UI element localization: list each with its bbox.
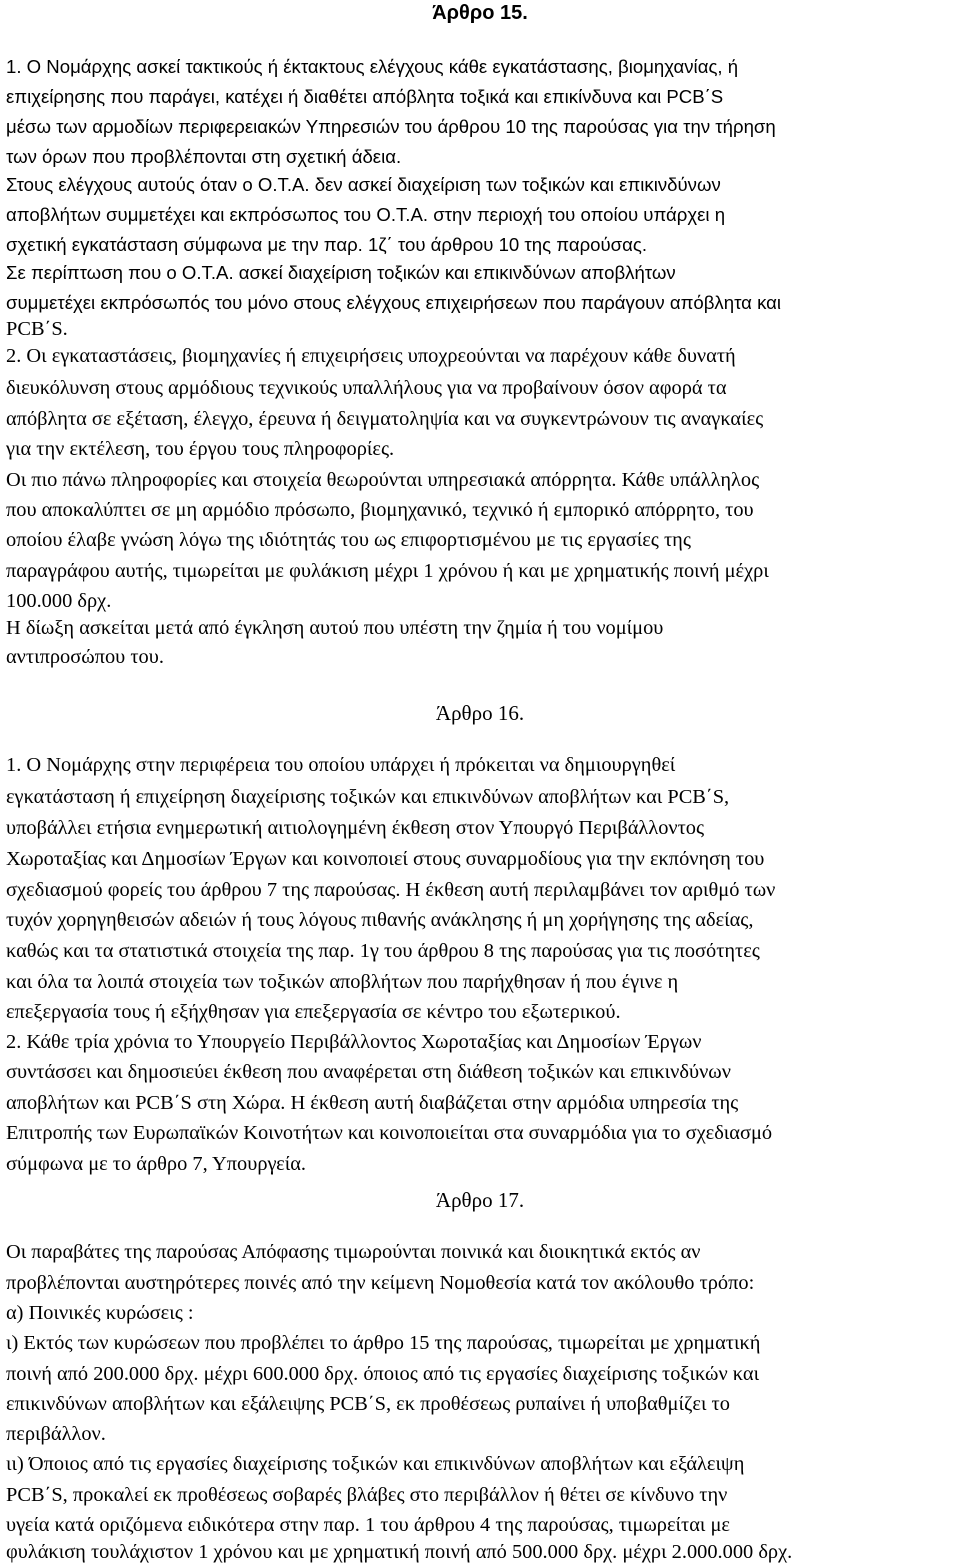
article-17-line: α) Ποινικές κυρώσεις : [6, 1302, 194, 1324]
article-15-line: αντιπροσώπου του. [6, 646, 164, 668]
article-15-line: διευκόλυνση στους αρμόδιους τεχνικούς υπαλλήλους για να προβαίνουν όσον αφορά τα [6, 377, 727, 399]
article-17-line: περιβάλλον. [6, 1423, 106, 1445]
article-15-line: οποίου έλαβε γνώση λόγω της ιδιότητάς του ως επιφορτισμένου με τις εργασίες της [6, 529, 691, 551]
article-15-line: 1. Ο Νομάρχης ασκεί τακτικούς ή έκτακτους ελέγχους κάθε εγκατάστασης, βιομηχανίας, ή [6, 56, 739, 77]
article-16-line: αποβλήτων και PCB΄S στη Χώρα. Η έκθεση αυτή διαβάζεται στην αρμόδια υπηρεσία της [6, 1092, 739, 1114]
article-16-line: 1. Ο Νομάρχης στην περιφέρεια του οποίου υπάρχει ή πρόκειται να δημιουργηθεί [6, 754, 676, 776]
article-17-line: ιι) Όποιος από τις εργασίες διαχείρισης τοξικών και επικινδύνων αποβλήτων και εξάλειψη [6, 1453, 745, 1475]
article-17-line: επικινδύνων αποβλήτων και εξάλειψης PCB΄S, εκ προθέσεως ρυπαίνει ή υποβαθμίζει το [6, 1393, 730, 1415]
article-15-line: των όρων που προβλέπονται στη σχετική άδεια. [6, 146, 402, 167]
article-15-line: επιχείρησης που παράγει, κατέχει ή διαθέτει απόβλητα τοξικά και επικίνδυνα και PCB΄S [6, 86, 724, 107]
article-16-line: τυχόν χορηγηθεισών αδειών ή τους λόγους πιθανής ανάκλησης ή μη χορήγησης της αδείας, [6, 909, 754, 931]
article-17-line: PCB΄S, προκαλεί εκ προθέσεως σοβαρές βλάβες στο περιβάλλον ή θέτει σε κίνδυνο την [6, 1484, 728, 1506]
article-15-line: που αποκαλύπτει σε μη αρμόδιο πρόσωπο, βιομηχανικό, τεχνικό ή εμπορικό απόρρητο, του [6, 499, 754, 521]
article-17-line: υγεία κατά οριζόμενα ειδικότερα στην παρ. 1 του άρθρου 4 της παρούσας, τιμωρείται με [6, 1514, 730, 1536]
article-15-line: αποβλήτων συμμετέχει και εκπρόσωπος του Ο.Τ.Α. στην περιοχή του οποίου υπάρχει η [6, 204, 726, 225]
article-17-line: προβλέπονται αυστηρότερες ποινές από την κείμενη Νομοθεσία κατά τον ακόλουθο τρόπο: [6, 1272, 755, 1294]
article-15-line: Οι πιο πάνω πληροφορίες και στοιχεία θεωρούνται υπηρεσιακά απόρρητα. Κάθε υπάλληλος [6, 469, 760, 491]
article-16-line: επεξεργασία τους ή εξήχθησαν για επεξεργασία σε κέντρο του εξωτερικού. [6, 1001, 621, 1023]
article-17-line: φυλάκιση τουλάχιστον 1 χρόνου και με χρηματική ποινή από 500.000 δρχ. μέχρι 2.000.000 δρχ. [6, 1541, 793, 1563]
article-15-line: PCB΄S. [6, 318, 68, 340]
article-15-title: Άρθρο 15. [432, 2, 528, 24]
article-16-line: υποβάλλει ετήσια ενημερωτική αιτιολογημένη έκθεση στον Υπουργό Περιβάλλοντος [6, 817, 705, 839]
article-16-line: Επιτροπής των Ευρωπαϊκών Κοινοτήτων και κοινοποιείται στα συναρμόδια για το σχεδιασμό [6, 1122, 773, 1144]
article-16-line: συντάσσει και δημοσιεύει έκθεση που αναφέρεται στη διάθεση τοξικών και επικινδύνων [6, 1061, 731, 1083]
article-17-title: Άρθρο 17. [435, 1188, 525, 1212]
article-15-line: 100.000 δρχ. [6, 590, 112, 612]
article-16-line: σχεδιασμού φορείς του άρθρου 7 της παρούσας. Η έκθεση αυτή περιλαμβάνει τον αριθμό των [6, 879, 776, 901]
article-16-line: Χωροταξίας και Δημοσίων Έργων και κοινοποιεί στους συναρμοδίους για την εκπόνηση του [6, 848, 765, 870]
article-15-line: Στους ελέγχους αυτούς όταν ο Ο.Τ.Α. δεν ασκεί διαχείριση των τοξικών και επικινδύνων [6, 174, 721, 195]
article-17-line: ι) Εκτός των κυρώσεων που προβλέπει το άρθρο 15 της παρούσας, τιμωρείται με χρηματική [6, 1332, 761, 1354]
article-15-line: μέσω των αρμοδίων περιφερειακών Υπηρεσιών του άρθρου 10 της παρούσας για την τήρηση [6, 116, 776, 137]
article-16-line: εγκατάσταση ή επιχείρηση διαχείρισης τοξικών και επικινδύνων αποβλήτων και PCB΄S, [6, 786, 730, 808]
article-16-line: 2. Κάθε τρία χρόνια το Υπουργείο Περιβάλλοντος Χωροταξίας και Δημοσίων Έργων [6, 1031, 702, 1053]
article-16-line: καθώς και τα στατιστικά στοιχεία της παρ. 1γ του άρθρου 8 της παρούσας για τις ποσότητες [6, 940, 760, 962]
article-16-line: σύμφωνα με το άρθρο 7, Υπουργεία. [6, 1153, 306, 1175]
article-15-line: 2. Οι εγκαταστάσεις, βιομηχανίες ή επιχειρήσεις υποχρεούνται να παρέχουν κάθε δυνατή [6, 345, 736, 367]
article-15-line: απόβλητα σε εξέταση, έλεγχο, έρευνα ή δειγματοληψία και να συγκεντρώνουν τις αναγκαίες [6, 408, 764, 430]
article-16-title: Άρθρο 16. [435, 701, 525, 725]
article-15-line: για την εκτέλεση, του έργου τους πληροφορίες. [6, 438, 395, 460]
article-17-line: ποινή από 200.000 δρχ. μέχρι 600.000 δρχ. όποιος από τις εργασίες διαχείρισης τοξικών και [6, 1363, 760, 1385]
article-17-line: Οι παραβάτες της παρούσας Απόφασης τιμωρούνται ποινικά και διοικητικά εκτός αν [6, 1241, 701, 1263]
article-16-line: και όλα τα λοιπά στοιχεία των τοξικών αποβλήτων που παρήχθησαν ή που έγινε η [6, 971, 679, 993]
article-15-line: σχετική εγκατάσταση σύμφωνα με την παρ. 1ζ΄ του άρθρου 10 της παρούσας. [6, 234, 648, 255]
article-15-line: συμμετέχει εκπρόσωπός του μόνο στους ελέγχους επιχειρήσεων που παράγουν απόβλητα και [6, 292, 782, 313]
article-15-line: Η δίωξη ασκείται μετά από έγκληση αυτού που υπέστη την ζημία ή του νομίμου [6, 617, 664, 639]
article-15-line: Σε περίπτωση που ο Ο.Τ.Α. ασκεί διαχείριση τοξικών και επικινδύνων αποβλήτων [6, 262, 676, 283]
article-15-line: παραγράφου αυτής, τιμωρείται με φυλάκιση μέχρι 1 χρόνου ή και με χρηματικής ποινή μέχρι [6, 560, 769, 582]
